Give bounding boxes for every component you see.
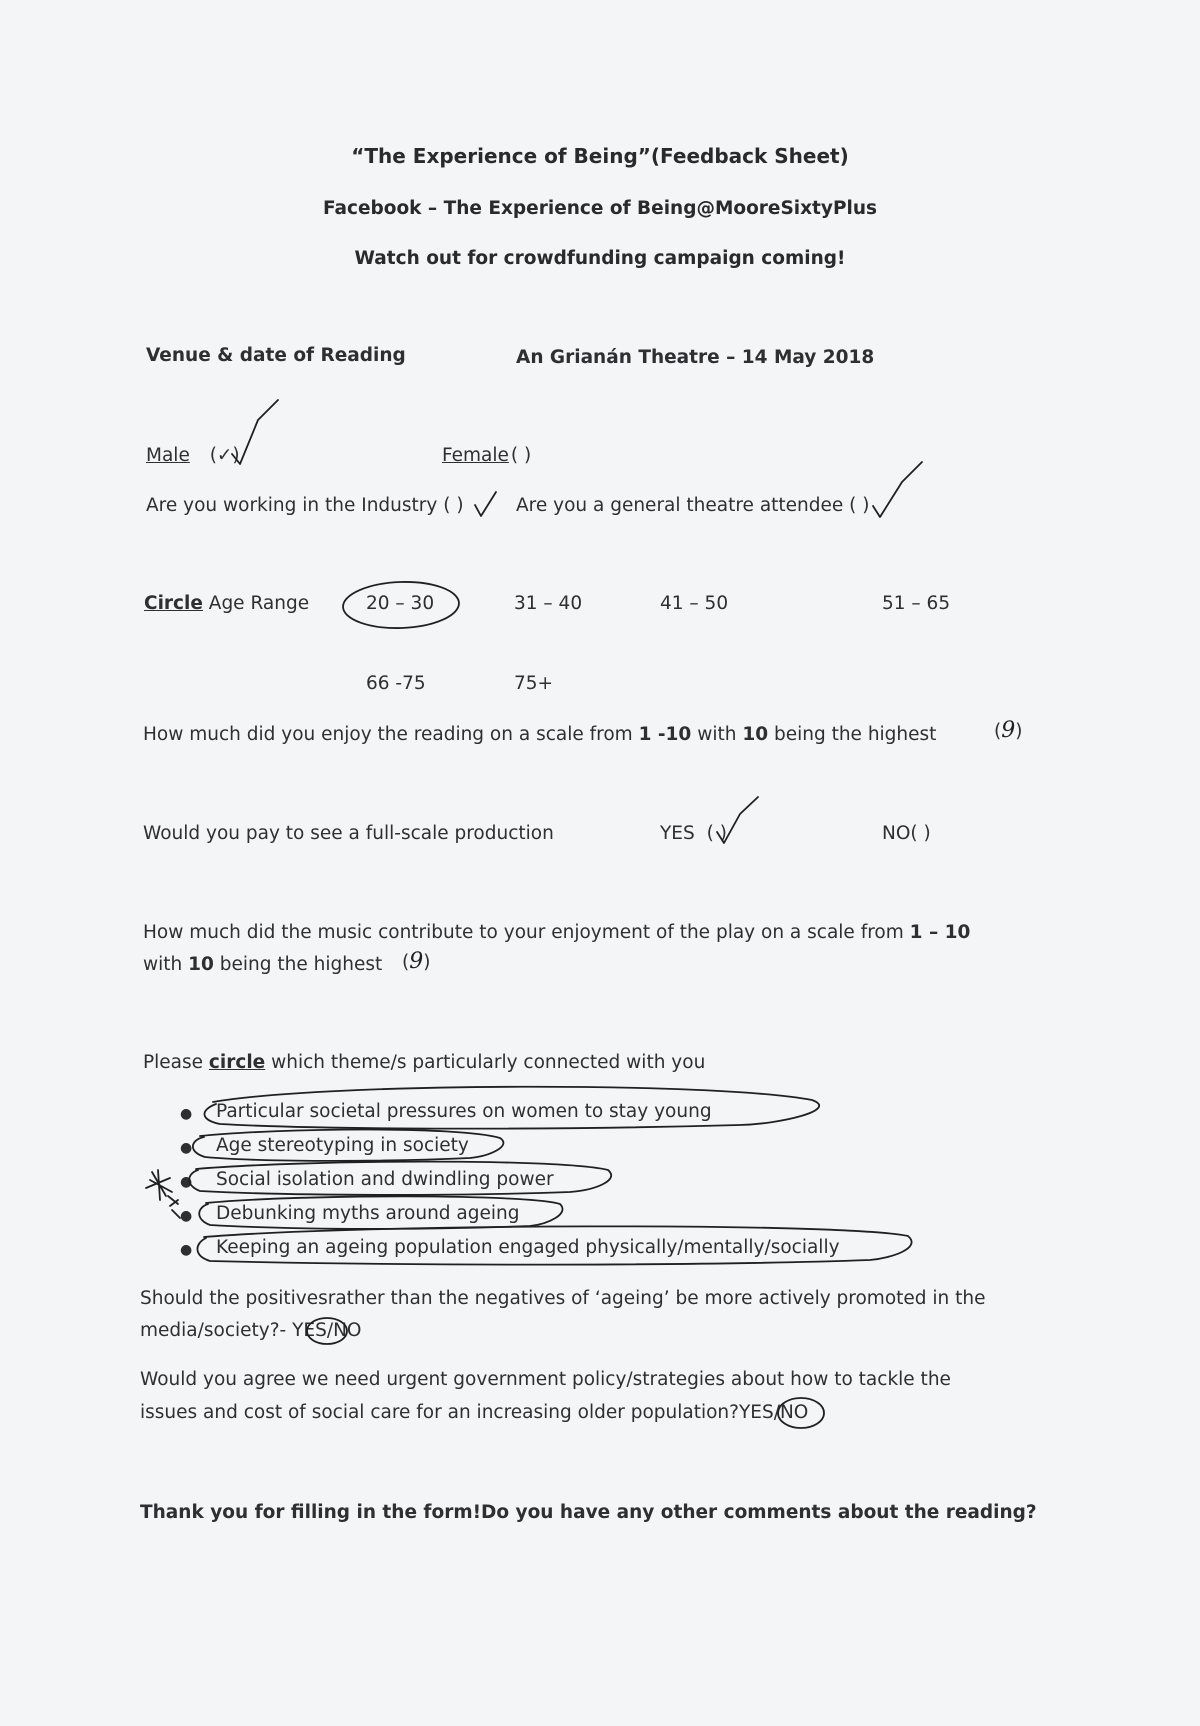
enjoy-answer: 9 (1001, 718, 1016, 743)
age-option-51-65[interactable]: 51 – 65 (882, 593, 951, 614)
music-question-line2 (143, 954, 382, 975)
age-option-31-40[interactable]: 31 – 40 (514, 593, 583, 614)
music-text-b: with (143, 954, 189, 975)
positives-text: media/society?- (140, 1320, 293, 1341)
general-check-mark (873, 462, 922, 517)
pay-no-label: NO (882, 823, 911, 844)
general-attendee-option[interactable] (516, 495, 870, 516)
theme-bullet: ● (180, 1140, 193, 1156)
theme-bullet: ● (180, 1174, 193, 1190)
age-option-41-50[interactable]: 41 – 50 (660, 593, 729, 614)
pay-no-checkbox[interactable]: ( ) (910, 823, 931, 844)
music-answer: 9 (409, 949, 424, 974)
policy-yes-option[interactable]: YES (738, 1402, 774, 1423)
pay-question: Would you pay to see a full-scale production (143, 823, 554, 844)
star-doodle-tail (172, 1210, 180, 1218)
policy-no-option[interactable]: NO (779, 1402, 809, 1423)
female-checkbox[interactable]: ( ) (510, 445, 532, 466)
music-text-a: How much did the music contribute to your enjoyment of the play on a scale from (143, 922, 910, 943)
enjoy-text-c: with (691, 724, 743, 745)
music-ten: 10 (188, 954, 214, 975)
male-label: Male (146, 445, 190, 466)
music-scale: 1 – 10 (909, 922, 971, 943)
general-attendee-checkbox[interactable]: ( ) (849, 495, 870, 516)
music-paren-close: ) (423, 952, 431, 973)
policy-text: issues and cost of social care for an increasing older population? (140, 1402, 739, 1423)
theme-bullet: ● (180, 1208, 193, 1224)
industry-check-mark (475, 492, 496, 516)
themes-intro (143, 1052, 705, 1073)
male-checkbox[interactable]: (✓) (209, 445, 240, 466)
enjoy-ten: 10 (742, 724, 769, 745)
positives-question-line1: Should the positivesrather than the negatives of ‘ageing’ be more actively promoted in the (140, 1288, 986, 1309)
enjoy-question (143, 724, 936, 745)
star-doodle (146, 1170, 178, 1206)
enjoy-paren-close: ) (1015, 721, 1023, 742)
age-option-66-75[interactable]: 66 -75 (366, 673, 426, 694)
enjoy-answer-field[interactable] (994, 718, 1022, 743)
positives-yes-option[interactable]: YES (292, 1320, 327, 1341)
music-text-c: being the highest (213, 954, 383, 975)
general-attendee-label: Are you a general theatre attendee (516, 495, 844, 516)
positives-question-line2 (140, 1320, 361, 1341)
venue-value: An Grianán Theatre – 14 May 2018 (516, 347, 875, 368)
female-option[interactable] (442, 445, 531, 466)
theme-item-myths[interactable]: Debunking myths around ageing (216, 1203, 520, 1224)
enjoy-scale: 1 -10 (638, 724, 692, 745)
pay-no-option[interactable] (882, 823, 931, 844)
pay-yes-label: YES (660, 823, 695, 844)
enjoy-text-a: How much did you enjoy the reading on a scale from (143, 724, 639, 745)
policy-sep: / (773, 1402, 780, 1423)
industry-label: Are you working in the Industry (146, 495, 438, 516)
enjoy-text-e: being the highest (768, 724, 937, 745)
theme-bullet: ● (180, 1242, 193, 1258)
page-title: “The Experience of Being”(Feedback Sheet) (351, 144, 849, 168)
industry-checkbox[interactable]: ( ) (443, 495, 464, 516)
theme-bullet: ● (180, 1106, 193, 1122)
age-range-text: Age Range (202, 593, 310, 614)
male-option[interactable] (146, 445, 240, 466)
themes-circle-word: circle (208, 1052, 266, 1073)
industry-option[interactable] (146, 495, 464, 516)
theme-item-stereotyping[interactable]: Age stereotyping in society (216, 1135, 469, 1156)
closing-question: Thank you for filling in the form!Do you have any other comments about the reading? (140, 1502, 1037, 1523)
female-label: Female (442, 445, 509, 466)
positives-no-option[interactable]: NO (333, 1320, 362, 1341)
enjoy-paren-open: ( (994, 721, 1002, 742)
age-option-75-plus[interactable]: 75+ (514, 673, 554, 694)
crowdfunding-line: Watch out for crowdfunding campaign coming! (354, 248, 846, 269)
theme-item-pressures[interactable]: Particular societal pressures on women to stay young (216, 1101, 712, 1122)
age-option-20-30[interactable]: 20 – 30 (366, 593, 435, 614)
music-paren-open: ( (402, 952, 410, 973)
themes-text-a: Please (143, 1052, 209, 1073)
facebook-line: Facebook – The Experience of Being@MooreSixtyPlus (322, 198, 878, 219)
venue-label: Venue & date of Reading (146, 345, 406, 366)
theme-item-isolation[interactable]: Social isolation and dwindling power (216, 1169, 554, 1190)
music-answer-field[interactable] (402, 949, 430, 974)
policy-question-line1: Would you agree we need urgent government policy/strategies about how to tackle the (140, 1369, 951, 1390)
themes-text-c: which theme/s particularly connected with you (265, 1052, 706, 1073)
policy-question-line2 (140, 1402, 808, 1423)
pay-yes-option[interactable] (660, 823, 727, 844)
positives-sep: / (326, 1320, 334, 1341)
age-circle-word: Circle (144, 593, 203, 614)
theme-item-engaged[interactable]: Keeping an ageing population engaged physically/mentally/socially (216, 1237, 840, 1258)
age-range-label (144, 593, 309, 614)
music-question-line1 (143, 922, 970, 943)
pay-yes-checkbox[interactable]: ( ) (706, 823, 727, 844)
